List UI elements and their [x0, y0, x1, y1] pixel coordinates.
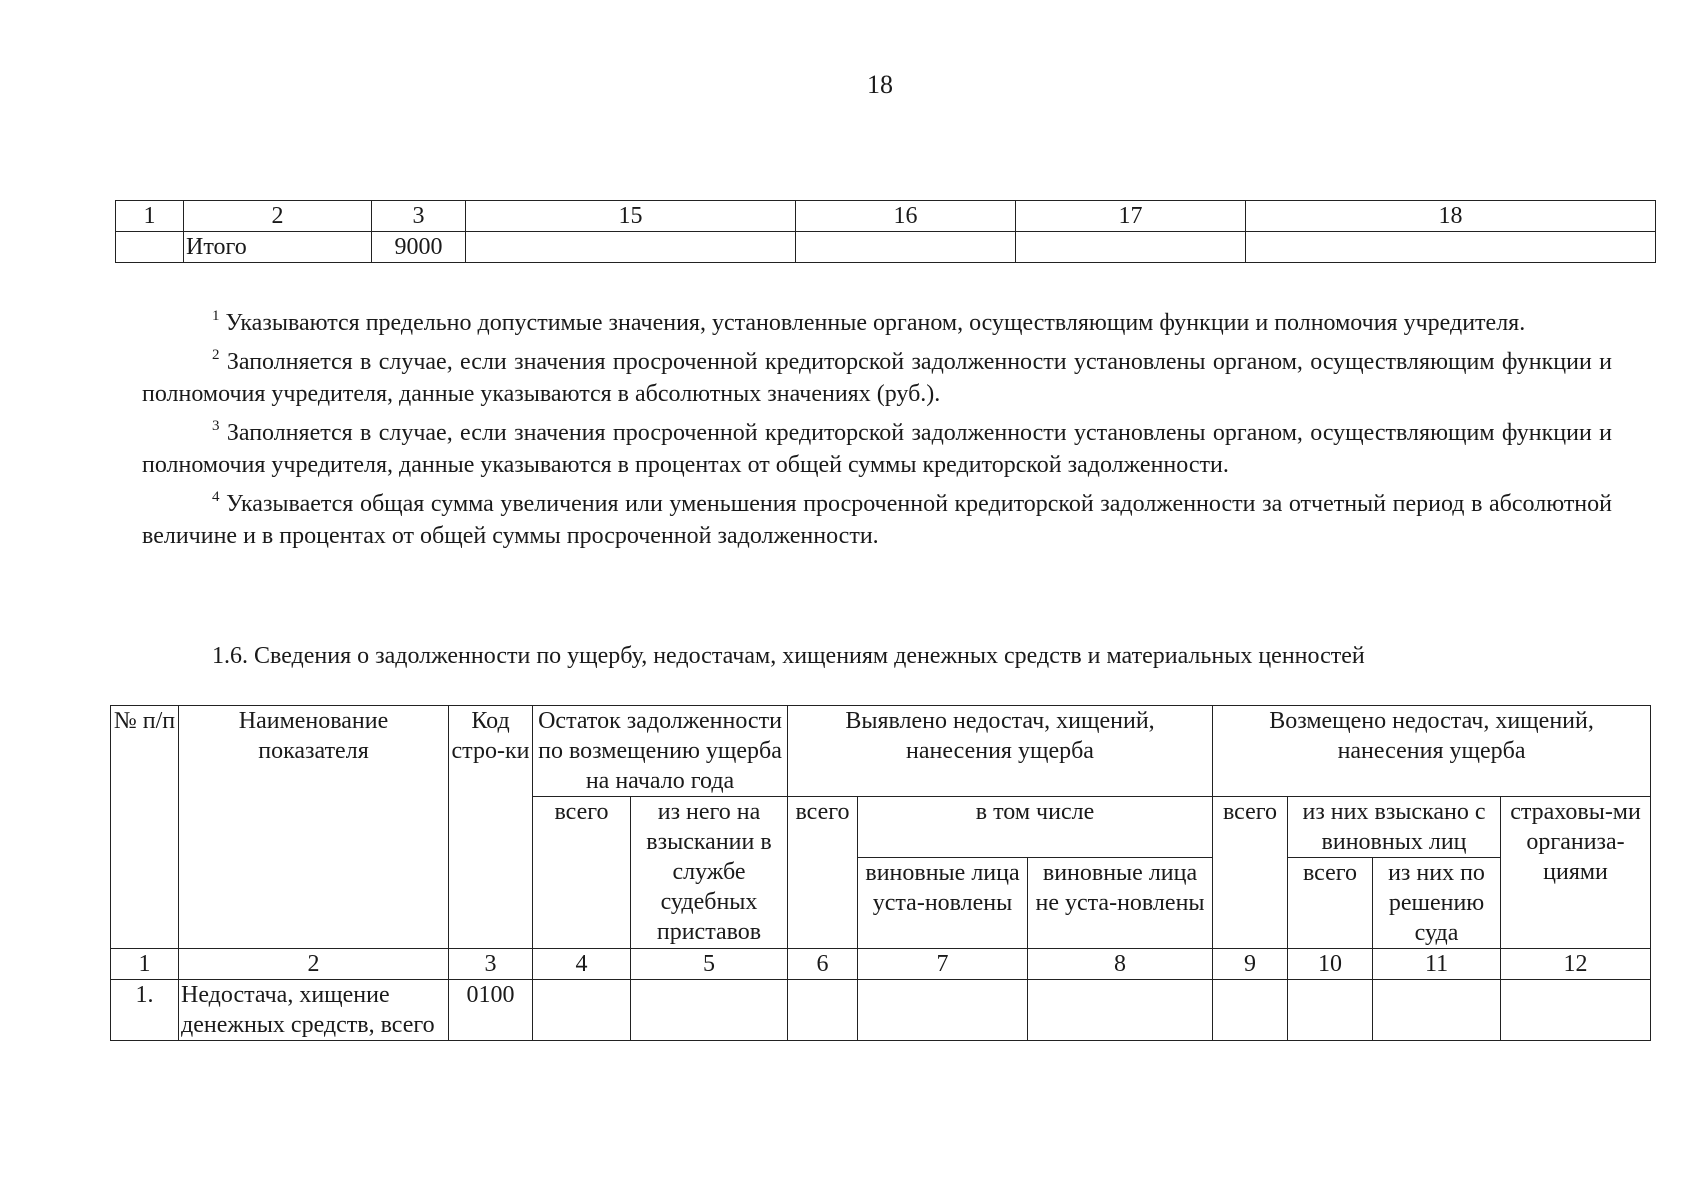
header-cell: 3: [372, 201, 466, 232]
table-cell: [1016, 232, 1246, 263]
header-insurance: страховы-ми организа-циями: [1501, 797, 1651, 949]
column-number: 3: [449, 949, 533, 980]
column-number: 2: [179, 949, 449, 980]
column-numbers-row: [111, 949, 1651, 980]
header-balance-total: всего: [533, 797, 631, 949]
table-cell: [1288, 980, 1373, 1041]
header-cell: 17: [1016, 201, 1246, 232]
row-name: Недостача, хищение денежных средств, всего: [179, 980, 449, 1041]
continuation-table: [115, 200, 1656, 263]
header-compensated: Возмещено недостач, хищений, нанесения ущерба: [1213, 706, 1651, 797]
header-code: Код стро-ки: [449, 706, 533, 949]
table-cell: [631, 980, 788, 1041]
damage-debt-table: [110, 705, 1651, 1041]
column-number: 12: [1501, 949, 1651, 980]
table-cell: [796, 232, 1016, 263]
row-number: 1.: [111, 980, 179, 1041]
header-recovered: из них взыскано с виновных лиц: [1288, 797, 1501, 858]
footnotes: [142, 300, 1612, 552]
header-guilty-not-found: виновные лица не уста-новлены: [1028, 858, 1213, 949]
header-num: № п/п: [111, 706, 179, 949]
header-row-1: [111, 706, 1651, 797]
header-balance: Остаток задолженности по возмещению ущерба на начало года: [533, 706, 788, 797]
footnote-3: [142, 410, 1612, 481]
table-row: [116, 232, 1656, 263]
table-cell: [533, 980, 631, 1041]
header-cell: 1: [116, 201, 184, 232]
total-code: 9000: [372, 232, 466, 263]
header-name: Наименование показателя: [179, 706, 449, 949]
footnote-mark: 4: [212, 489, 220, 505]
table-cell: [1501, 980, 1651, 1041]
table-cell: [858, 980, 1028, 1041]
table-cell: [1028, 980, 1213, 1041]
table-header-row: [116, 201, 1656, 232]
header-including: в том числе: [858, 797, 1213, 858]
table-cell: [788, 980, 858, 1041]
column-number: 5: [631, 949, 788, 980]
column-number: 1: [111, 949, 179, 980]
header-court: из них по решению суда: [1373, 858, 1501, 949]
header-cell: 15: [466, 201, 796, 232]
column-number: 11: [1373, 949, 1501, 980]
table-row: [111, 980, 1651, 1041]
column-number: 6: [788, 949, 858, 980]
footnote-4: [142, 481, 1612, 552]
table-cell: [1246, 232, 1656, 263]
total-label: Итого: [184, 232, 372, 263]
page-number: 18: [867, 70, 893, 99]
section-title: 1.6. Сведения о задолженности по ущербу, недостачам, хищениям денежных средств и материальных ценностей: [212, 643, 1365, 669]
footnote-text: Указываются предельно допустимые значения, установленные органом, осуществляющим функции и полномочия учредителя.: [225, 310, 1526, 336]
footnote-mark: 2: [212, 347, 220, 363]
footnote-2: [142, 339, 1612, 410]
header-cell: 16: [796, 201, 1016, 232]
footnote-mark: 3: [212, 418, 220, 434]
header-compensated-total: всего: [1213, 797, 1288, 949]
column-number: 9: [1213, 949, 1288, 980]
footnote-mark: 1: [212, 308, 220, 324]
footnote-text: Заполняется в случае, если значения просроченной кредиторской задолженности установлены органом, осуществляющим функции и полномочия учредителя, данные указываются в процентах от общей суммы кредиторской задолженности.: [142, 420, 1613, 478]
table-cell: [116, 232, 184, 263]
header-cell: 18: [1246, 201, 1656, 232]
header-bailiffs: из него на взыскании в службе судебных приставов: [631, 797, 788, 949]
footnote-1: [142, 300, 1612, 339]
table-cell: [1373, 980, 1501, 1041]
header-cell: 2: [184, 201, 372, 232]
table-cell: [466, 232, 796, 263]
footnote-text: Заполняется в случае, если значения просроченной кредиторской задолженности установлены органом, осуществляющим функции и полномочия учредителя, данные указываются в абсолютных значениях (руб.).: [142, 349, 1613, 407]
header-guilty-found: виновные лица уста-новлены: [858, 858, 1028, 949]
header-found: Выявлено недостач, хищений, нанесения ущерба: [788, 706, 1213, 797]
footnote-text: Указывается общая сумма увеличения или уменьшения просроченной кредиторской задолженности за отчетный период в абсолютной величине и в процентах от общей суммы просроченной задолженности.: [142, 491, 1612, 549]
column-number: 8: [1028, 949, 1213, 980]
header-found-total: всего: [788, 797, 858, 949]
column-number: 10: [1288, 949, 1373, 980]
column-number: 4: [533, 949, 631, 980]
table-cell: [1213, 980, 1288, 1041]
column-number: 7: [858, 949, 1028, 980]
row-code: 0100: [449, 980, 533, 1041]
header-recovered-total: всего: [1288, 858, 1373, 949]
